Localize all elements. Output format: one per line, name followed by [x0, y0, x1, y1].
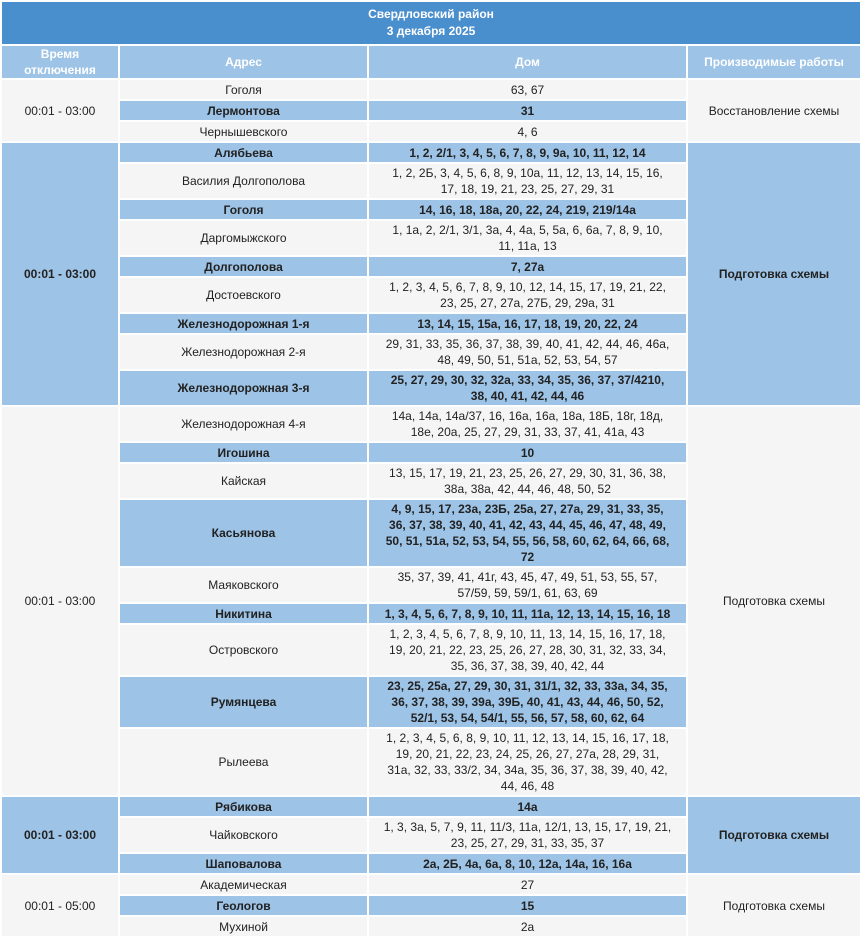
header-address: Адрес [119, 45, 368, 79]
works-cell: Подготовка схемы [687, 142, 860, 406]
street-cell: Рябикова [119, 796, 368, 817]
houses-cell: 4, 9, 15, 17, 23а, 23Б, 25а, 27, 27а, 29, 31, 33, 35, 36, 37, 38, 39, 40, 41, 42, 43, 44, 45, 46, 47, 48, 49, 50, 51, 51а, 52, 53, 54, 55, 56, 58, 60, 62, 64, 66, 68, 72 [368, 499, 687, 567]
houses-cell: 13, 15, 17, 19, 21, 23, 25, 26, 27, 29, 30, 31, 36, 38, 38а, 38а, 42, 44, 46, 48, 50, 52 [368, 463, 687, 499]
houses-cell: 25, 27, 29, 30, 32, 32а, 33, 34, 35, 36, 37, 37/4210, 38, 40, 41, 42, 44, 46 [368, 370, 687, 406]
table-row [1, 79, 860, 100]
street-cell: Железнодорожная 2-я [119, 334, 368, 370]
outage-time-cell: 00:01 - 03:00 [1, 406, 119, 796]
street-cell: Гоголя [119, 199, 368, 220]
street-cell: Алябьева [119, 142, 368, 163]
houses-cell: 14а, 14а, 14а/37, 16, 16а, 16а, 18а, 18Б, 18г, 18д, 18е, 20а, 25, 27, 29, 31, 33, 37, 41, 41а, 43 [368, 406, 687, 442]
houses-cell: 1, 2, 3, 4, 5, 6, 8, 9, 10, 11, 12, 13, 14, 15, 16, 17, 18, 19, 20, 21, 22, 23, 24, 25, 26, 27, 27а, 28, 29, 31, 31а, 32, 33, 33/2, 34, 34а, 35, 36, 37, 38, 39, 40, 42, 44, 46, 48 [368, 728, 687, 796]
street-cell: Достоевского [119, 277, 368, 313]
table-row [1, 142, 860, 163]
table-title [1, 1, 860, 45]
table-row [1, 406, 860, 442]
street-cell: Гоголя [119, 79, 368, 100]
houses-cell: 31 [368, 100, 687, 121]
table-row [1, 796, 860, 817]
street-cell: Долгополова [119, 256, 368, 277]
works-cell: Подготовка схемы [687, 874, 860, 937]
houses-cell: 13, 14, 15, 15а, 16, 17, 18, 19, 20, 22, 24 [368, 313, 687, 334]
street-cell: Мухиной [119, 916, 368, 937]
houses-cell: 4, 6 [368, 121, 687, 142]
date-title: 3 декабря 2025 [386, 24, 476, 38]
houses-cell: 2а [368, 916, 687, 937]
houses-cell: 29, 31, 33, 35, 36, 37, 38, 39, 40, 41, 42, 44, 46, 46а, 48, 49, 50, 51, 51а, 52, 53, 54, 57 [368, 334, 687, 370]
houses-cell: 1, 2, 2/1, 3, 4, 5, 6, 7, 8, 9, 9а, 10, 11, 12, 14 [368, 142, 687, 163]
houses-cell: 63, 67 [368, 79, 687, 100]
street-cell: Железнодорожная 3-я [119, 370, 368, 406]
street-cell: Геологов [119, 895, 368, 916]
street-cell: Даргомыжского [119, 220, 368, 256]
outage-time-cell: 00:01 - 03:00 [1, 142, 119, 406]
header-row [1, 45, 860, 79]
street-cell: Лермонтова [119, 100, 368, 121]
street-cell: Шаповалова [119, 853, 368, 874]
houses-cell: 27 [368, 874, 687, 895]
works-cell: Восстановление схемы [687, 79, 860, 142]
table-row [1, 874, 860, 895]
header-time: Время отключения [1, 45, 119, 79]
street-cell: Рылеева [119, 728, 368, 796]
street-cell: Островского [119, 624, 368, 676]
houses-cell: 1, 2, 3, 4, 5, 6, 7, 8, 9, 10, 12, 14, 15, 17, 19, 21, 22, 23, 25, 27, 27а, 27Б, 29, 29а, 31 [368, 277, 687, 313]
houses-cell: 35, 37, 39, 41, 41г, 43, 45, 47, 49, 51, 53, 55, 57, 57/59, 59, 59/1, 61, 63, 69 [368, 567, 687, 603]
houses-cell: 7, 27а [368, 256, 687, 277]
outage-time-cell: 00:01 - 03:00 [1, 796, 119, 874]
header-house: Дом [368, 45, 687, 79]
street-cell: Кайская [119, 463, 368, 499]
street-cell: Академическая [119, 874, 368, 895]
houses-cell: 1, 2, 3, 4, 5, 6, 7, 8, 9, 10, 11, 13, 14, 15, 16, 17, 18, 19, 20, 21, 22, 23, 25, 26, 27, 28, 30, 31, 32, 33, 34, 35, 36, 37, 38, 39, 40, 42, 44 [368, 624, 687, 676]
district-title: Свердловский район [368, 7, 494, 21]
outage-time-cell: 00:01 - 05:00 [1, 874, 119, 937]
works-cell: Подготовка схемы [687, 796, 860, 874]
table-body [1, 79, 860, 937]
houses-cell: 10 [368, 442, 687, 463]
street-cell: Василия Долгополова [119, 163, 368, 199]
street-cell: Железнодорожная 1-я [119, 313, 368, 334]
houses-cell: 14а [368, 796, 687, 817]
houses-cell: 15 [368, 895, 687, 916]
houses-cell: 2а, 2Б, 4а, 6а, 8, 10, 12а, 14а, 16, 16а [368, 853, 687, 874]
houses-cell: 1, 1а, 2, 2/1, 3/1, 3а, 4, 4а, 5, 5а, 6, 6а, 7, 8, 9, 10, 11, 11а, 13 [368, 220, 687, 256]
street-cell: Румянцева [119, 676, 368, 728]
houses-cell: 1, 3, 4, 5, 6, 7, 8, 9, 10, 11, 11а, 12, 13, 14, 15, 16, 18 [368, 603, 687, 624]
street-cell: Чернышевского [119, 121, 368, 142]
houses-cell: 1, 3, 3а, 5, 7, 9, 11, 11/3, 11а, 12/1, 13, 15, 17, 19, 21, 23, 25, 27, 29, 31, 33, 35, 37 [368, 817, 687, 853]
street-cell: Никитина [119, 603, 368, 624]
works-cell: Подготовка схемы [687, 406, 860, 796]
street-cell: Маяковского [119, 567, 368, 603]
houses-cell: 23, 25, 25а, 27, 29, 30, 31, 31/1, 32, 33, 33а, 34, 35, 36, 37, 38, 39, 39а, 39Б, 40, 41, 43, 44, 46, 50, 52, 52/1, 53, 54, 54/1, 55, 56, 57, 58, 60, 62, 64 [368, 676, 687, 728]
street-cell: Касьянова [119, 499, 368, 567]
houses-cell: 1, 2, 2Б, 3, 4, 5, 6, 8, 9, 10а, 11, 12, 13, 14, 15, 16, 17, 18, 19, 21, 23, 25, 27, 29, 31 [368, 163, 687, 199]
houses-cell: 14, 16, 18, 18а, 20, 22, 24, 219, 219/14а [368, 199, 687, 220]
street-cell: Игошина [119, 442, 368, 463]
outage-time-cell: 00:01 - 03:00 [1, 79, 119, 142]
header-works: Производимые работы [687, 45, 860, 79]
street-cell: Железнодорожная 4-я [119, 406, 368, 442]
street-cell: Чайковского [119, 817, 368, 853]
